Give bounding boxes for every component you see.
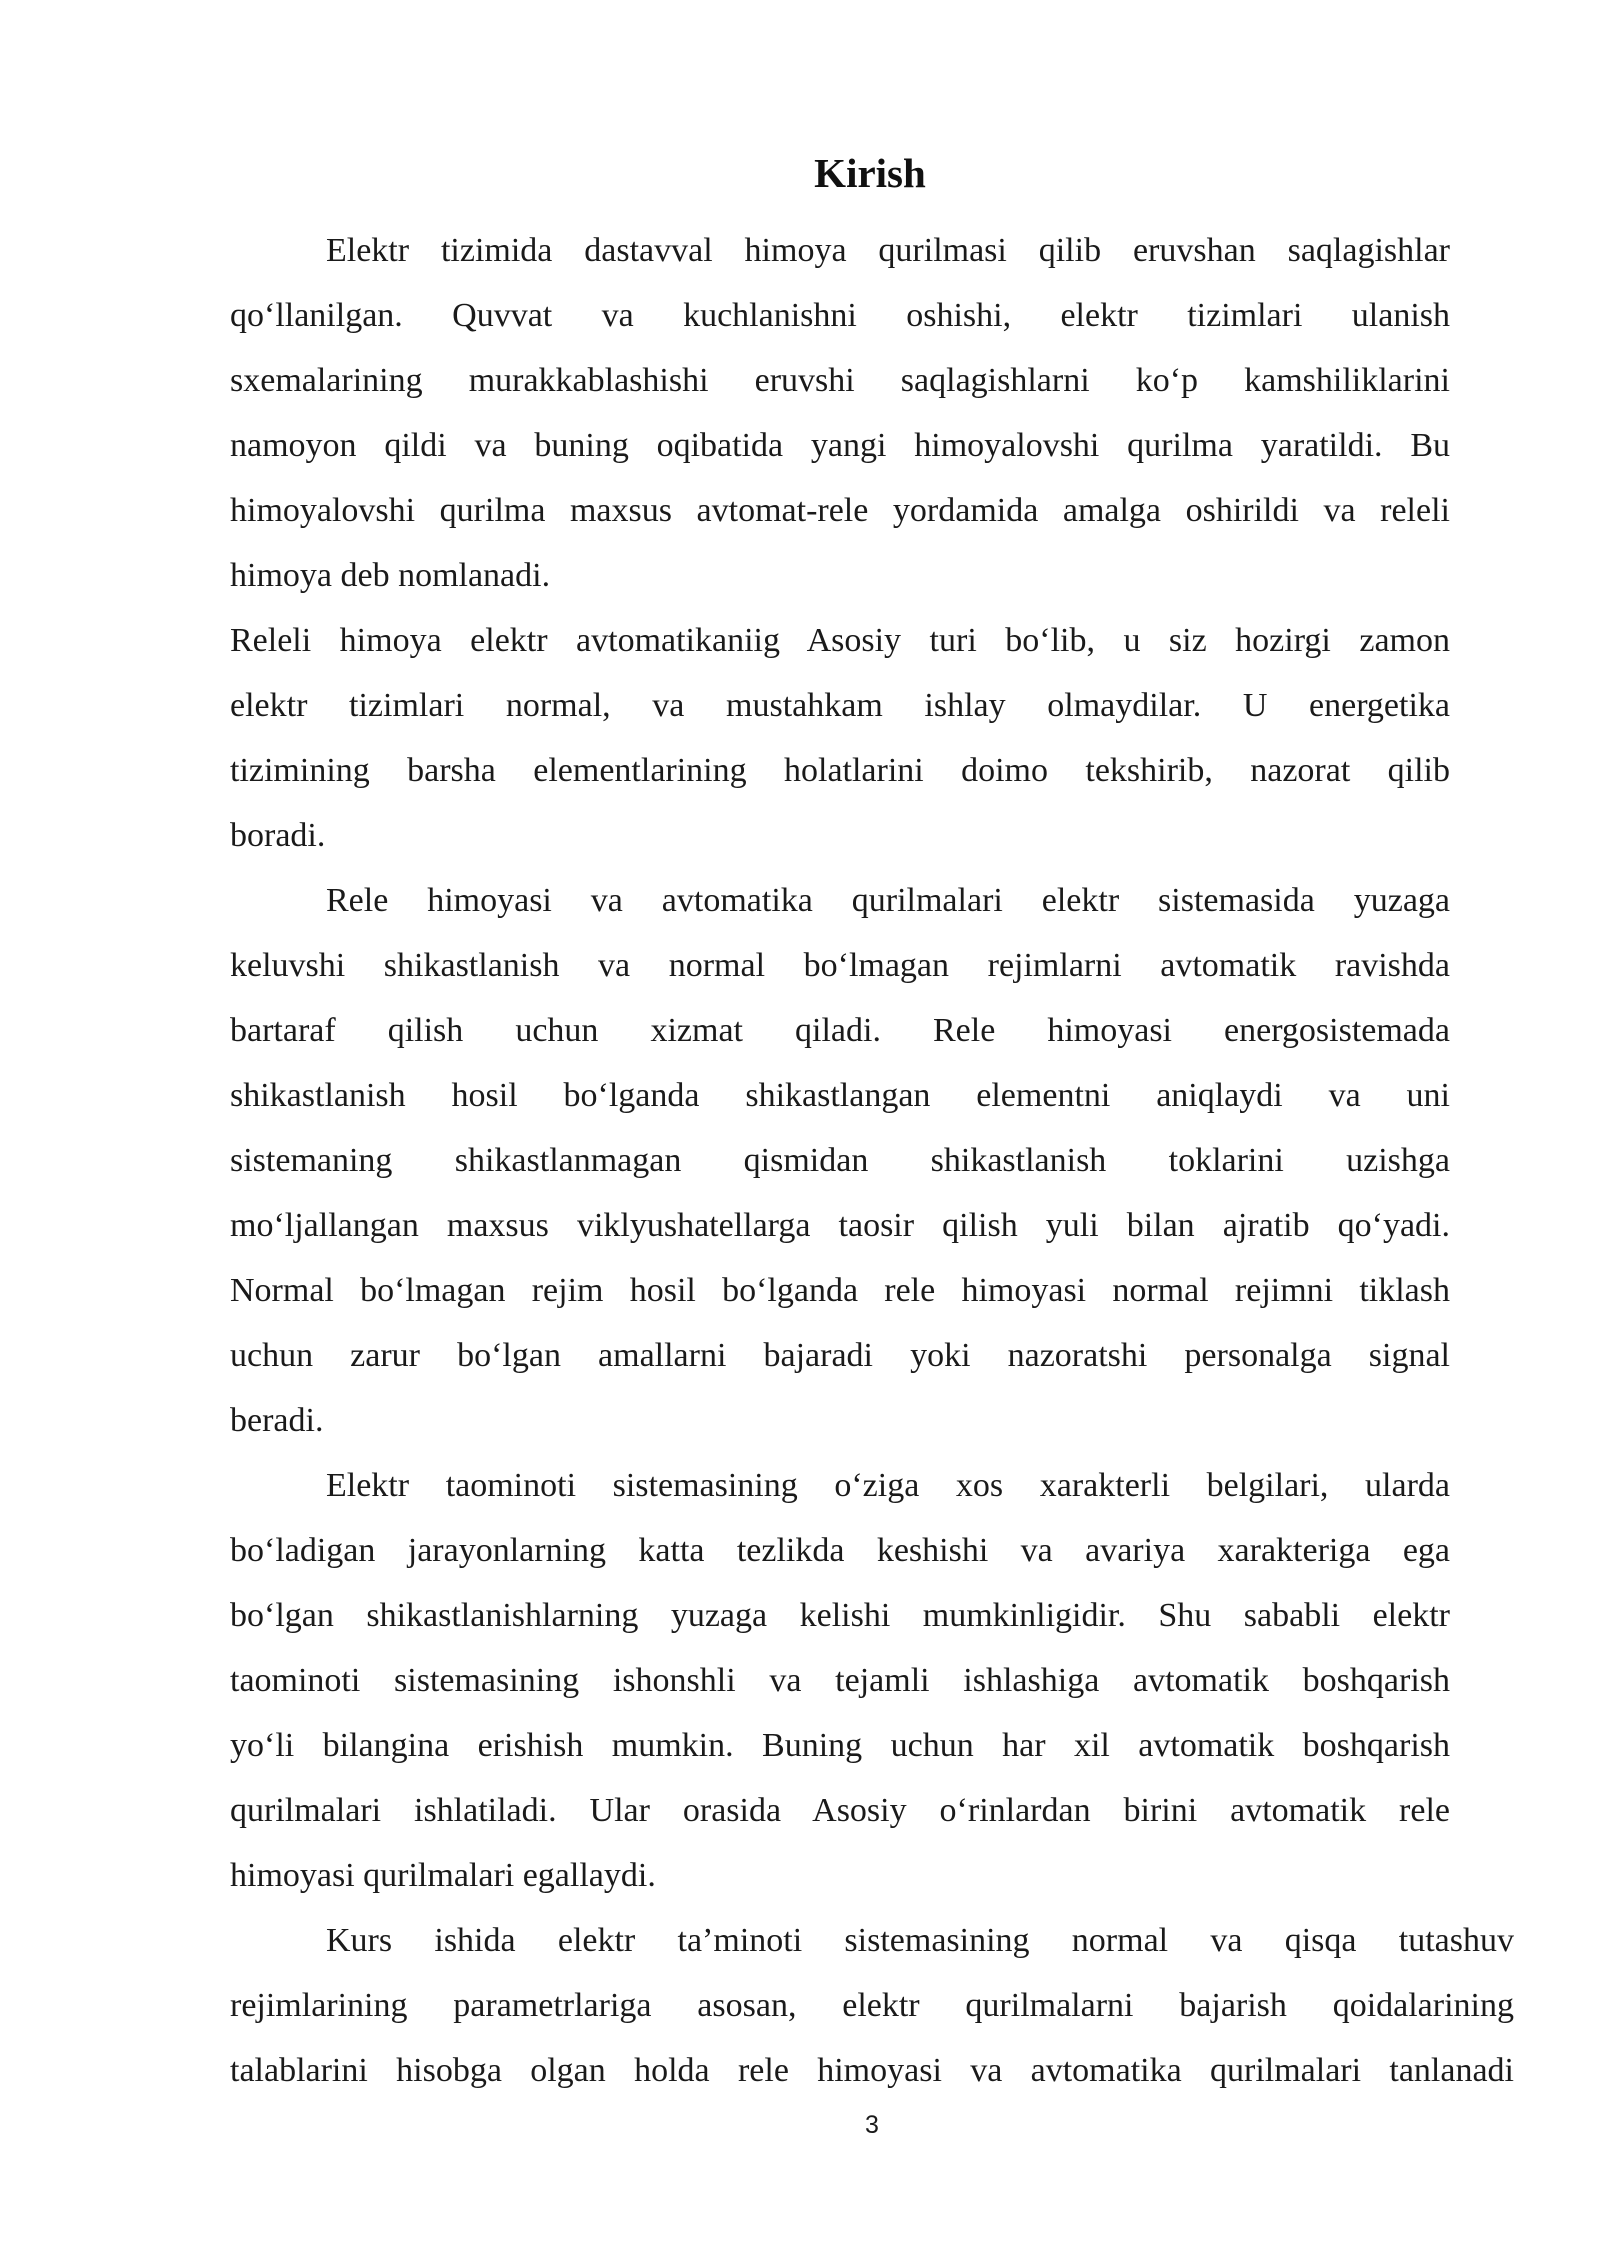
text-line: qurilmalari ishlatiladi. Ular orasida Asosiy o‘rinlardan birini avtomatik rele — [230, 1792, 1450, 1829]
text-line: bo‘lgan shikastlanishlarning yuzaga kelishi mumkinligidir. Shu sababli elektr — [230, 1597, 1450, 1634]
text-line: Elektr taominoti sistemasining o‘ziga xos xarakterli belgilari, ularda — [326, 1467, 1450, 1504]
text-line: Normal bo‘lmagan rejim hosil bo‘lganda rele himoyasi normal rejimni tiklash — [230, 1272, 1450, 1309]
page-number: 3 — [865, 2111, 879, 2139]
text-line: yo‘li bilangina erishish mumkin. Buning uchun har xil avtomatik boshqarish — [230, 1727, 1450, 1764]
text-line: uchun zarur bo‘lgan amallarni bajaradi yoki nazoratshi personalga signal — [230, 1337, 1450, 1374]
text-line: shikastlanish hosil bo‘lganda shikastlangan elementni aniqlaydi va uni — [230, 1077, 1450, 1114]
text-line: bartaraf qilish uchun xizmat qiladi. Rele himoyasi energosistemada — [230, 1012, 1450, 1049]
text-line: qo‘llanilgan. Quvvat va kuchlanishni oshishi, elektr tizimlari ulanish — [230, 297, 1450, 334]
text-line: keluvshi shikastlanish va normal bo‘lmagan rejimlarni avtomatik ravishda — [230, 947, 1450, 984]
page-title: Kirish — [814, 150, 926, 196]
text-line: bo‘ladigan jarayonlarning katta tezlikda keshishi va avariya xarakteriga ega — [230, 1532, 1450, 1569]
text-line: namoyon qildi va buning oqibatida yangi himoyalovshi qurilma yaratildi. Bu — [230, 427, 1450, 464]
text-line: elektr tizimlari normal, va mustahkam ishlay olmaydilar. U energetika — [230, 687, 1450, 724]
text-line: sxemalarining murakkablashishi eruvshi saqlagishlarni ko‘p kamshiliklarini — [230, 362, 1450, 399]
text-line: rejimlarining parametrlariga asosan, elektr qurilmalarni bajarish qoidalarining — [230, 1987, 1514, 2024]
text-line: Rele himoyasi va avtomatika qurilmalari elektr sistemasida yuzaga — [326, 882, 1450, 919]
text-line: taominoti sistemasining ishonshli va tejamli ishlashiga avtomatik boshqarish — [230, 1662, 1450, 1699]
text-line: Kurs ishida elektr ta’minoti sistemasining normal va qisqa tutashuv — [326, 1922, 1514, 1959]
text-line: Releli himoya elektr avtomatikaniig Asosiy turi bo‘lib, u siz hozirgi zamon — [230, 622, 1450, 659]
text-line: himoyasi qurilmalari egallaydi. — [230, 1857, 656, 1894]
text-line: tizimining barsha elementlarining holatlarini doimo tekshirib, nazorat qilib — [230, 752, 1450, 789]
text-line: himoya deb nomlanadi. — [230, 557, 551, 594]
text-line: sistemaning shikastlanmagan qismidan shikastlanish toklarini uzishga — [230, 1142, 1450, 1179]
text-line: boradi. — [230, 817, 326, 854]
text-line: himoyalovshi qurilma maxsus avtomat-rele yordamida amalga oshirildi va releli — [230, 492, 1450, 529]
text-line: mo‘ljallangan maxsus viklyushatellarga taosir qilish yuli bilan ajratib qo‘yadi. — [230, 1207, 1450, 1244]
text-line: Elektr tizimida dastavval himoya qurilmasi qilib eruvshan saqlagishlar — [326, 232, 1450, 269]
text-line: talablarini hisobga olgan holda rele himoyasi va avtomatika qurilmalari tanlanadi — [230, 2052, 1514, 2089]
text-line: beradi. — [230, 1402, 324, 1439]
